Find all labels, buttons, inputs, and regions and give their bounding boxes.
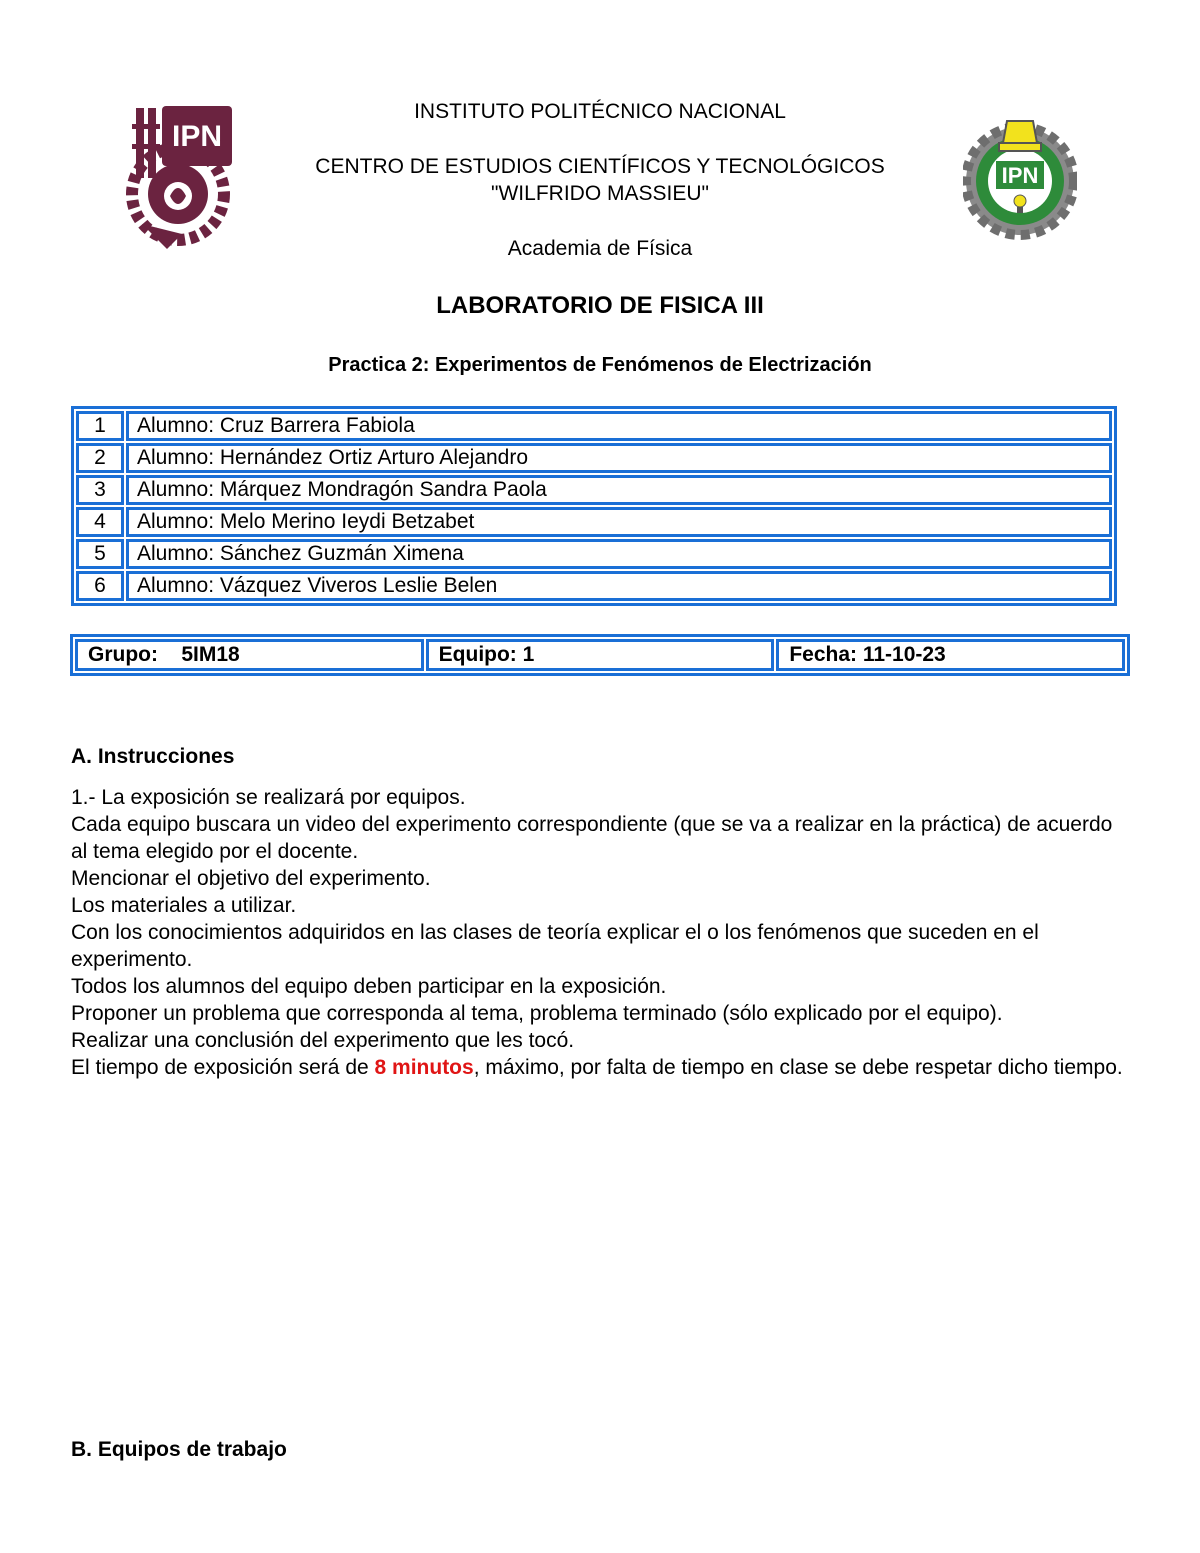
svg-text:IPN: IPN [171, 120, 223, 153]
table-row [75, 639, 1125, 671]
group-info-table [70, 634, 1130, 676]
ipn-logo [122, 104, 234, 254]
student-number: 6 [76, 571, 124, 601]
instruction-line: Cada equipo buscara un video del experimento correspondiente (que se va a realizar en la práctica) de acuerdo al tema elegido por el docente. [71, 813, 1113, 863]
student-name: Alumno: Vázquez Viveros Leslie Belen [126, 571, 1112, 601]
instruction-line: Todos los alumnos del equipo deben participar en la exposición. [71, 975, 667, 998]
date-cell: Fecha: 11-10-23 [776, 639, 1125, 671]
table-row [76, 571, 1112, 601]
section-b-heading: B. Equipos de trabajo [71, 1438, 287, 1461]
student-number: 5 [76, 539, 124, 569]
student-number: 2 [76, 443, 124, 473]
team-cell: Equipo: 1 [426, 639, 775, 671]
student-name: Alumno: Melo Merino Ieydi Betzabet [126, 507, 1112, 537]
school-name: "WILFRIDO MASSIEU" [491, 182, 709, 205]
instruction-line: Con los conocimientos adquiridos en las clases de teoría explicar el o los fenómenos que suceden en el experimento. [71, 921, 1039, 971]
time-text-pre: El tiempo de exposición será de [71, 1056, 375, 1079]
time-highlight: 8 minutos [374, 1056, 474, 1079]
instruction-line: 1.- La exposición se realizará por equipos. [71, 786, 466, 809]
student-name: Alumno: Márquez Mondragón Sandra Paola [126, 475, 1112, 505]
practice-title: Practica 2: Experimentos de Fenómenos de Electrización [328, 354, 872, 376]
lab-title: LABORATORIO DE FISICA III [436, 292, 764, 319]
students-table [71, 406, 1117, 606]
student-name: Alumno: Hernández Ortiz Arturo Alejandro [126, 443, 1112, 473]
instructions-body [71, 784, 1131, 1081]
instruction-line-time [71, 1054, 1131, 1081]
student-number: 4 [76, 507, 124, 537]
group-cell: Grupo: 5IM18 [75, 639, 424, 671]
instruction-line: Proponer un problema que corresponda al tema, problema terminado (sólo explicado por el equipo). [71, 1002, 1003, 1025]
institute-name: INSTITUTO POLITÉCNICO NACIONAL [414, 100, 786, 123]
instruction-line: Mencionar el objetivo del experimento. [71, 867, 431, 890]
student-name: Alumno: Cruz Barrera Fabiola [126, 411, 1112, 441]
table-row [76, 507, 1112, 537]
student-number: 1 [76, 411, 124, 441]
time-text-post: , máximo, por falta de tiempo en clase se debe respetar dicho tiempo. [473, 1056, 1123, 1079]
table-row [76, 539, 1112, 569]
center-name: CENTRO DE ESTUDIOS CIENTÍFICOS Y TECNOLÓGICOS [315, 155, 885, 178]
student-number: 3 [76, 475, 124, 505]
section-a-heading: A. Instrucciones [71, 745, 235, 768]
table-row [76, 411, 1112, 441]
table-row [76, 443, 1112, 473]
svg-text:IPN: IPN [1001, 163, 1039, 188]
academy-name: Academia de Física [507, 237, 693, 260]
instruction-line: Los materiales a utilizar. [71, 894, 297, 917]
instruction-line: Realizar una conclusión del experimento que les tocó. [71, 1029, 575, 1052]
table-row [76, 475, 1112, 505]
student-name: Alumno: Sánchez Guzmán Ximena [126, 539, 1112, 569]
wilfrido-massieu-logo [963, 103, 1077, 259]
